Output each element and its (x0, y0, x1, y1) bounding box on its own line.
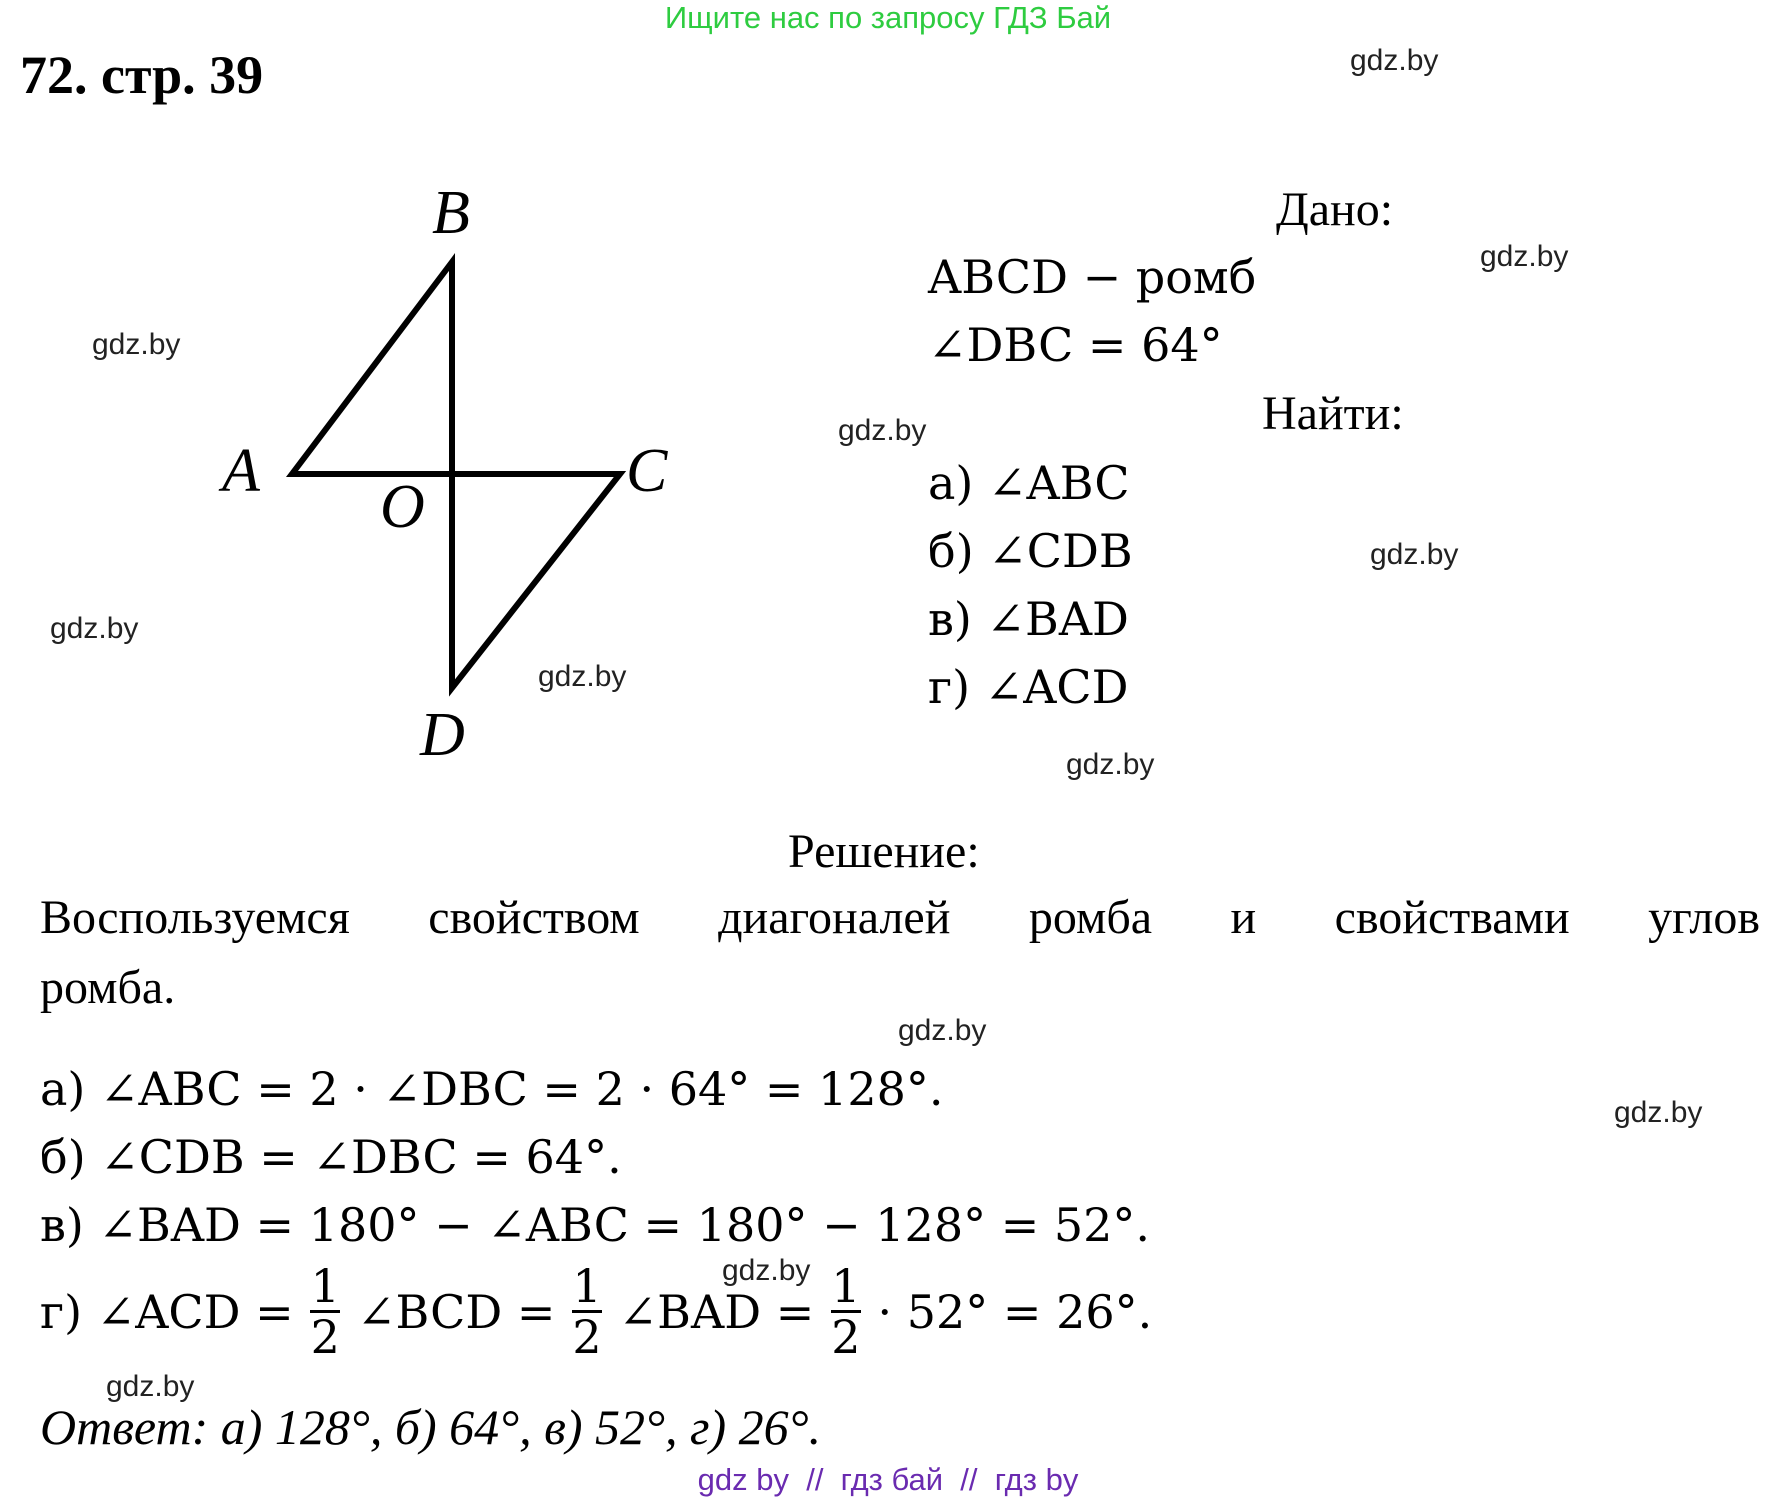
solution-step-label: г) (40, 1284, 83, 1339)
point-label-o: O (380, 473, 425, 541)
find-item-expr: ∠ABC (988, 456, 1130, 510)
watermark: gdz.by (1370, 538, 1459, 571)
watermark: gdz.by (838, 414, 927, 447)
solution-intro: Воспользуемся свойством диагоналей ромба и свойствами углов (40, 891, 1760, 944)
watermark: gdz.by (1614, 1096, 1703, 1129)
find-item-label: г) (928, 660, 971, 714)
find-item (928, 456, 1130, 510)
given-line: ∠DBC = 64° (928, 318, 1223, 372)
answer-line: Ответ: а) 128°, б) 64°, в) 52°, г) 26°. (40, 1399, 822, 1455)
watermark: gdz.by (1350, 44, 1439, 77)
point-label-b: B (432, 179, 470, 247)
watermark: gdz.by (92, 328, 181, 361)
solution-step-expr: ∠ABC = 2 · ∠DBC = 2 · 64° = 128°. (100, 1062, 944, 1116)
find-item (928, 592, 1129, 646)
find-item (928, 524, 1133, 578)
fraction-numerator: 1 (572, 1259, 602, 1313)
point-label-d: D (420, 701, 465, 769)
find-item-expr: ∠BAD (986, 592, 1129, 646)
find-item-label: в) (928, 592, 972, 646)
fraction-one-half (310, 1259, 340, 1365)
fraction-one-half (831, 1259, 861, 1365)
find-item-expr: ∠ACD (984, 660, 1129, 714)
point-label-c: C (626, 437, 668, 505)
solution-step-label: в) (40, 1198, 84, 1252)
watermark: gdz.by (538, 660, 627, 693)
solution-step-expr: ∠CDB = ∠DBC = 64°. (100, 1130, 622, 1184)
fraction-numerator: 1 (831, 1259, 861, 1313)
find-item-expr: ∠CDB (988, 524, 1133, 578)
solution-intro: ромба. (40, 961, 176, 1014)
watermark: gdz.by (722, 1254, 811, 1287)
solution-step-expr: ∠BCD = (356, 1284, 556, 1339)
fraction-one-half (572, 1259, 602, 1365)
solution-title: Решение: (788, 825, 980, 878)
footer-links[interactable]: gdz by // гдз бай // гдз by (697, 1462, 1079, 1497)
point-label-a: A (222, 437, 260, 505)
solution-step-fraction (40, 1259, 1153, 1365)
find-item-label: б) (928, 524, 974, 578)
solution-step-label: б) (40, 1130, 86, 1184)
solution-step (40, 1130, 622, 1184)
watermark: gdz.by (898, 1014, 987, 1047)
solution-step (40, 1198, 1150, 1252)
given-title: Дано: (1276, 183, 1394, 236)
solution-step (40, 1062, 943, 1116)
find-item (928, 660, 1129, 714)
search-banner: Ищите нас по запросу ГДЗ Бай (664, 0, 1112, 35)
solution-step-label: а) (40, 1062, 86, 1116)
given-line: ABCD − ромб (928, 250, 1257, 304)
find-title: Найти: (1262, 387, 1404, 440)
fraction-denominator: 2 (572, 1310, 602, 1365)
find-item-label: а) (928, 456, 974, 510)
fraction-denominator: 2 (831, 1310, 861, 1365)
watermark: gdz.by (106, 1370, 195, 1403)
fraction-denominator: 2 (310, 1310, 340, 1365)
solution-step-expr: ∠BAD = 180° − ∠ABC = 180° − 128° = 52°. (98, 1198, 1151, 1252)
fraction-numerator: 1 (310, 1259, 340, 1313)
watermark: gdz.by (1066, 748, 1155, 781)
watermark: gdz.by (1480, 240, 1569, 273)
solution-step-expr: ∠BAD = (618, 1284, 815, 1339)
solution-step-expr: ∠ACD = (96, 1284, 294, 1339)
page-title: 72. стр. 39 (20, 45, 264, 105)
solution-step-expr: · 52° = 26°. (877, 1284, 1153, 1339)
watermark: gdz.by (50, 612, 139, 645)
